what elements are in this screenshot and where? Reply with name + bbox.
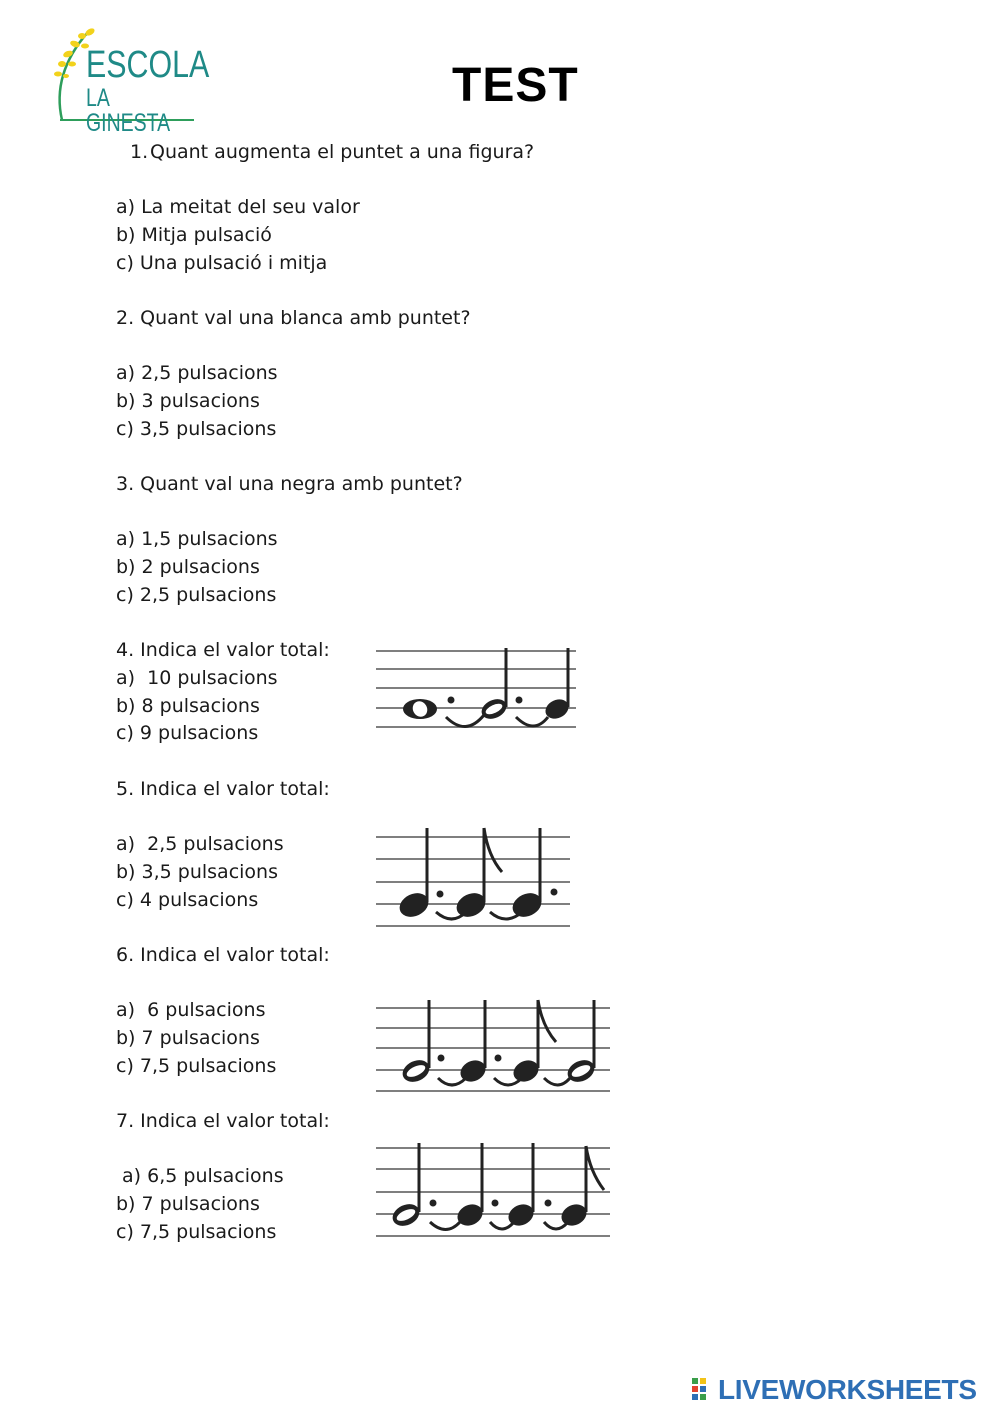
question-3-option-b: b) 2 pulsacions — [116, 556, 260, 578]
question-1-text: Quant augmenta el puntet a una figura? — [150, 141, 535, 163]
question-1-option-c: c) Una pulsació i mitja — [116, 252, 328, 274]
question-1-number: 1. — [130, 141, 149, 163]
question-1-option-b: b) Mitja pulsació — [116, 224, 272, 246]
question-2-option-c: c) 3,5 pulsacions — [116, 418, 277, 440]
question-4-option-b: b) 8 pulsacions — [116, 695, 260, 717]
question-5-option-c: c) 4 pulsacions — [116, 889, 259, 911]
question-2-option-a: a) 2,5 pulsacions — [116, 362, 278, 384]
question-2-option-b: b) 3 pulsacions — [116, 390, 260, 412]
question-3-option-c: c) 2,5 pulsacions — [116, 584, 277, 606]
question-5-text: 5. Indica el valor total: — [116, 778, 330, 800]
rhythm-figure-6 — [376, 996, 612, 1096]
school-logo — [48, 24, 210, 137]
question-3-text: 3. Quant val una negra amb puntet? — [116, 473, 463, 495]
question-1-option-a: a) La meitat del seu valor — [116, 196, 360, 218]
page-title: TEST — [452, 59, 579, 112]
question-6-option-a: a) 6 pulsacions — [116, 999, 266, 1021]
question-4-text: 4. Indica el valor total: — [116, 639, 330, 661]
question-3-option-a: a) 1,5 pulsacions — [116, 528, 278, 550]
question-6-option-c: c) 7,5 pulsacions — [116, 1055, 277, 1077]
rhythm-figure-4 — [376, 645, 578, 735]
question-1 — [130, 140, 534, 164]
question-7-option-a: a) 6,5 pulsacions — [116, 1165, 284, 1187]
question-6-option-b: b) 7 pulsacions — [116, 1027, 260, 1049]
question-4-option-c: c) 9 pulsacions — [116, 722, 259, 744]
question-7-option-b: b) 7 pulsacions — [116, 1193, 260, 1215]
watermark-text: LIVEWORKSHEETS — [718, 1374, 977, 1405]
question-2-text: 2. Quant val una blanca amb puntet? — [116, 307, 471, 329]
question-7-text: 7. Indica el valor total: — [116, 1110, 330, 1132]
logo-line-1: ESCOLA — [86, 44, 210, 86]
liveworksheets-logo-icon — [692, 1378, 714, 1404]
question-4-option-a: a) 10 pulsacions — [116, 667, 278, 689]
logo-line-2: LA GINESTA — [86, 84, 171, 137]
question-6-text: 6. Indica el valor total: — [116, 944, 330, 966]
question-5-option-b: b) 3,5 pulsacions — [116, 861, 278, 883]
question-5-option-a: a) 2,5 pulsacions — [116, 833, 284, 855]
rhythm-figure-5 — [376, 826, 572, 930]
question-7-option-c: c) 7,5 pulsacions — [116, 1221, 277, 1243]
rhythm-figure-7 — [376, 1140, 612, 1240]
